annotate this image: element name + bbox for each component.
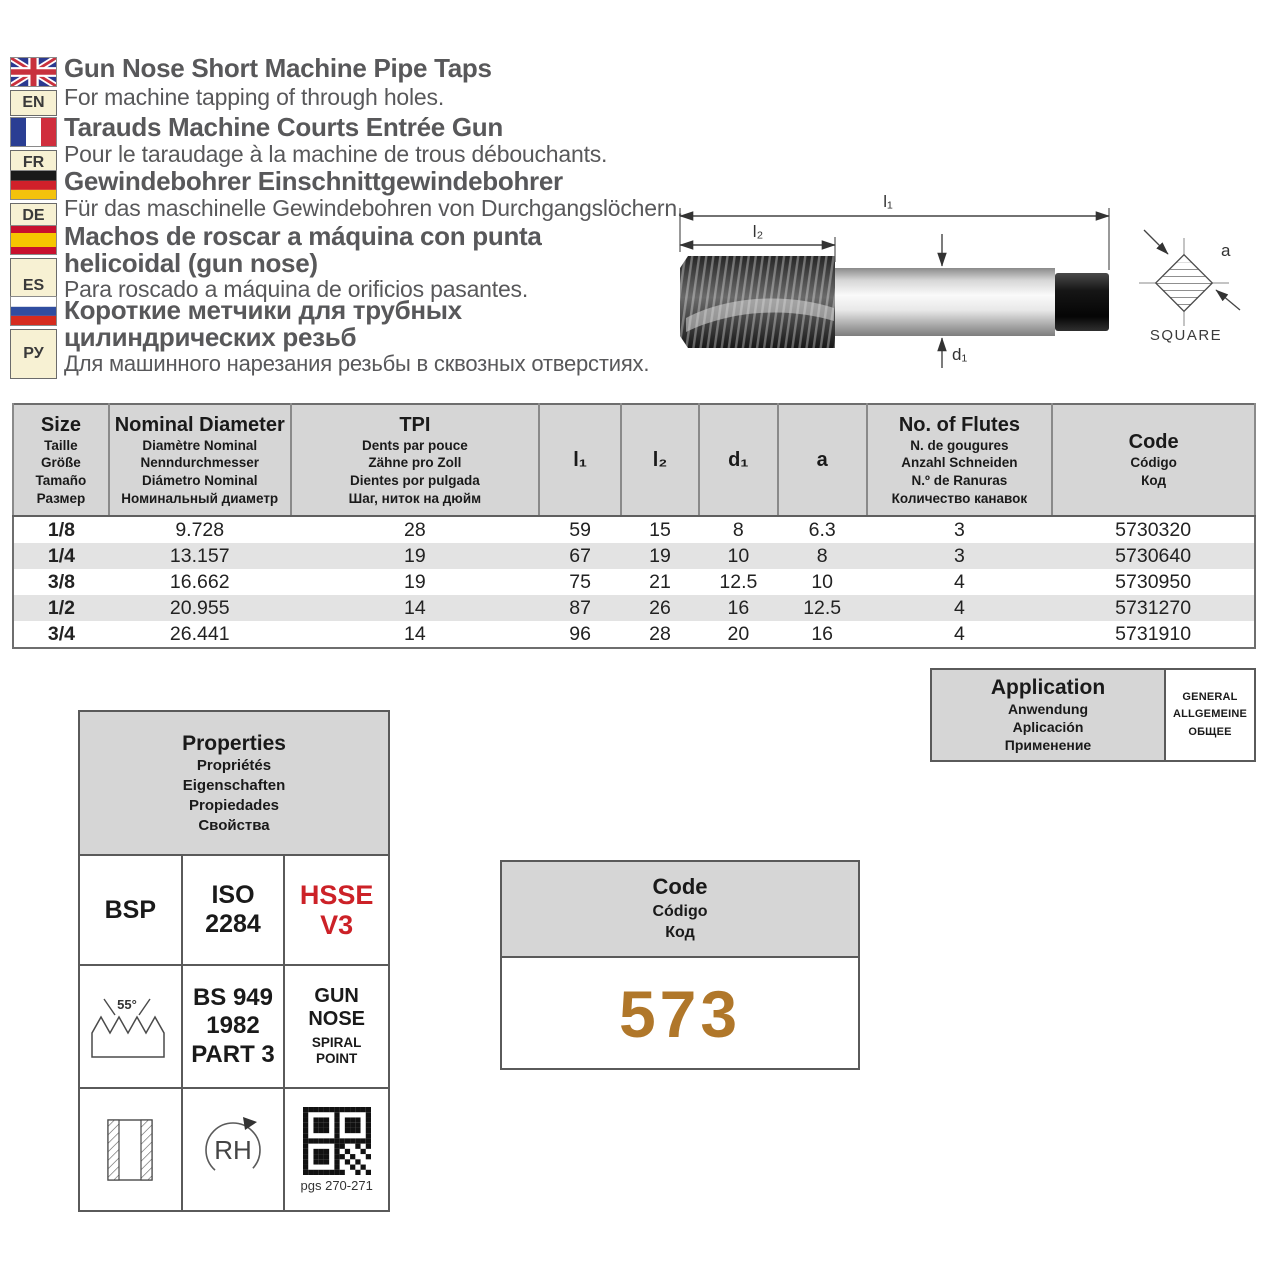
square-caption: SQUARE xyxy=(1149,327,1223,344)
qr-code xyxy=(303,1107,371,1175)
table-cell: 5731270 xyxy=(1052,595,1255,621)
table-cell: 8 xyxy=(778,543,867,569)
bs-standard-cell: BS 949 1982 PART 3 xyxy=(183,966,286,1089)
table-cell: 1/2 xyxy=(13,595,109,621)
table-cell: 19 xyxy=(621,543,699,569)
table-cell: 26 xyxy=(621,595,699,621)
table-cell: 5731910 xyxy=(1052,621,1255,648)
code-box-header: Code Código Код xyxy=(502,862,858,958)
table-cell: 59 xyxy=(539,516,621,543)
col-header-flutes: No. of Flutes N. de gougures Anzahl Schneiden N.º de Ranuras Количество канавок xyxy=(867,404,1053,516)
qr-caption: pgs 270-271 xyxy=(300,1177,373,1193)
lang-code-badge: DE xyxy=(10,203,57,229)
table-cell: 5730640 xyxy=(1052,543,1255,569)
table-cell: 20.955 xyxy=(109,595,291,621)
table-cell: 9.728 xyxy=(109,516,291,543)
lang-desc-de: Für das maschinelle Gewindebohren von Durchgangslöchern. xyxy=(64,195,684,221)
table-cell: 4 xyxy=(867,595,1053,621)
qr-cell xyxy=(285,1089,388,1210)
col-header-size: Size Taille Größe Tamaño Размер xyxy=(13,404,109,516)
col-header-d1: d₁ xyxy=(699,404,778,516)
tap-square-end xyxy=(1055,273,1109,331)
france-flag-icon xyxy=(10,117,57,147)
code-box xyxy=(500,860,860,1070)
thread-angle-label: 55° xyxy=(117,996,138,1012)
application-header: Application Anwendung Aplicación Применение xyxy=(932,670,1166,760)
table-cell: 75 xyxy=(539,569,621,595)
table-cell: 28 xyxy=(621,621,699,648)
application-box xyxy=(930,668,1256,762)
lang-desc-fr: Pour le taraudage à la machine de trous débouchants. xyxy=(64,141,608,167)
table-cell: 3 xyxy=(867,543,1053,569)
rh-label: RH xyxy=(214,1134,252,1165)
table-cell: 12.5 xyxy=(699,569,778,595)
table-row xyxy=(13,595,1255,621)
lang-block-fr xyxy=(10,117,57,176)
table-cell: 16.662 xyxy=(109,569,291,595)
table-cell: 3/4 xyxy=(13,621,109,648)
germany-flag-icon xyxy=(10,170,57,200)
table-cell: 13.157 xyxy=(109,543,291,569)
rh-rotation-icon xyxy=(183,1089,286,1210)
dim-d1-label: d₁ xyxy=(952,345,968,364)
spec-table xyxy=(12,403,1256,649)
table-cell: 67 xyxy=(539,543,621,569)
table-cell: 6.3 xyxy=(778,516,867,543)
col-header-tpi: TPI Dents par pouce Zähne pro Zoll Dientes por pulgada Шаг, ниток на дюйм xyxy=(291,404,540,516)
lang-block-de xyxy=(10,170,57,229)
dim-a-label: a xyxy=(1221,241,1231,260)
table-cell: 26.441 xyxy=(109,621,291,648)
russia-flag-icon xyxy=(10,296,57,326)
uk-flag-icon xyxy=(10,57,57,87)
table-cell: 5730950 xyxy=(1052,569,1255,595)
table-cell: 12.5 xyxy=(778,595,867,621)
table-cell: 3/8 xyxy=(13,569,109,595)
table-cell: 15 xyxy=(621,516,699,543)
lang-desc-en: For machine tapping of through holes. xyxy=(64,84,445,110)
lang-title-en: Gun Nose Short Machine Pipe Taps xyxy=(64,53,492,83)
col-header-code: Code Código Код xyxy=(1052,404,1255,516)
table-cell: 28 xyxy=(291,516,540,543)
col-header-l1: l₁ xyxy=(539,404,621,516)
col-header-nominal-diameter: Nominal Diameter Diamètre Nominal Nenndurchmesser Diámetro Nominal Номинальный диаметр xyxy=(109,404,291,516)
table-cell: 19 xyxy=(291,543,540,569)
tap-technical-drawing xyxy=(672,190,1262,380)
code-box-title: Code xyxy=(652,874,708,900)
col-header-l2: l₂ xyxy=(621,404,699,516)
properties-box xyxy=(78,710,390,1212)
table-cell: 4 xyxy=(867,621,1053,648)
lang-code-badge: FR xyxy=(10,150,57,176)
table-cell: 16 xyxy=(699,595,778,621)
series-code-value: 573 xyxy=(618,977,742,1051)
pipe-section-icon xyxy=(80,1089,183,1210)
table-cell: 3 xyxy=(867,516,1053,543)
gun-nose-cell: GUN NOSE SPIRAL POINT xyxy=(285,966,388,1089)
table-cell: 19 xyxy=(291,569,540,595)
table-cell: 10 xyxy=(778,569,867,595)
lang-desc-es: Para roscado a máquina de orificios pasantes. xyxy=(64,276,529,302)
lang-desc-ru: Для машинного нарезания резьбы в сквозных отверстиях. xyxy=(64,351,650,376)
lang-title-es: Machos de roscar a máquina con punta helicoidal (gun nose) xyxy=(64,221,542,278)
properties-header: Properties Propriétés Eigenschaften Propiedades Свойства xyxy=(80,712,388,856)
lang-title-de: Gewindebohrer Einschnittgewindebohrer xyxy=(64,166,563,196)
lang-block-ru xyxy=(10,296,57,379)
table-cell: 87 xyxy=(539,595,621,621)
table-cell: 4 xyxy=(867,569,1053,595)
table-row xyxy=(13,621,1255,648)
bsp-cell: BSP xyxy=(80,856,183,966)
table-row xyxy=(13,569,1255,595)
dim-l1-label: l₁ xyxy=(883,192,893,211)
hsse-material-cell: HSSE V3 xyxy=(285,856,388,966)
table-row xyxy=(13,516,1255,543)
table-cell: 14 xyxy=(291,621,540,648)
table-cell: 1/8 xyxy=(13,516,109,543)
tap-shank xyxy=(835,268,1055,336)
table-cell: 16 xyxy=(778,621,867,648)
table-cell: 10 xyxy=(699,543,778,569)
table-cell: 8 xyxy=(699,516,778,543)
table-row xyxy=(13,543,1255,569)
lang-code-badge: EN xyxy=(10,90,57,116)
iso-standard-cell: ISO 2284 xyxy=(183,856,286,966)
application-title: Application xyxy=(990,675,1106,699)
spain-flag-icon xyxy=(10,225,57,255)
col-header-a: a xyxy=(778,404,867,516)
table-cell: 96 xyxy=(539,621,621,648)
table-cell: 5730320 xyxy=(1052,516,1255,543)
table-cell: 21 xyxy=(621,569,699,595)
table-cell: 14 xyxy=(291,595,540,621)
lang-block-en xyxy=(10,57,57,116)
dim-l2-label: l₂ xyxy=(752,222,764,241)
lang-title-ru: Короткие метчики для трубных цилиндрических резьб xyxy=(64,295,462,352)
lang-title-fr: Tarauds Machine Courts Entrée Gun xyxy=(64,112,503,142)
application-value: GENERAL ALLGEMEINE ОБЩЕЕ xyxy=(1166,670,1254,760)
thread-profile-icon xyxy=(80,966,183,1089)
lang-code-badge: РУ xyxy=(10,329,57,379)
table-cell: 20 xyxy=(699,621,778,648)
table-body xyxy=(13,516,1255,648)
square-detail xyxy=(1139,230,1240,344)
table-cell: 1/4 xyxy=(13,543,109,569)
lang-code-badge: ES xyxy=(10,258,57,314)
properties-title: Properties xyxy=(182,731,286,755)
